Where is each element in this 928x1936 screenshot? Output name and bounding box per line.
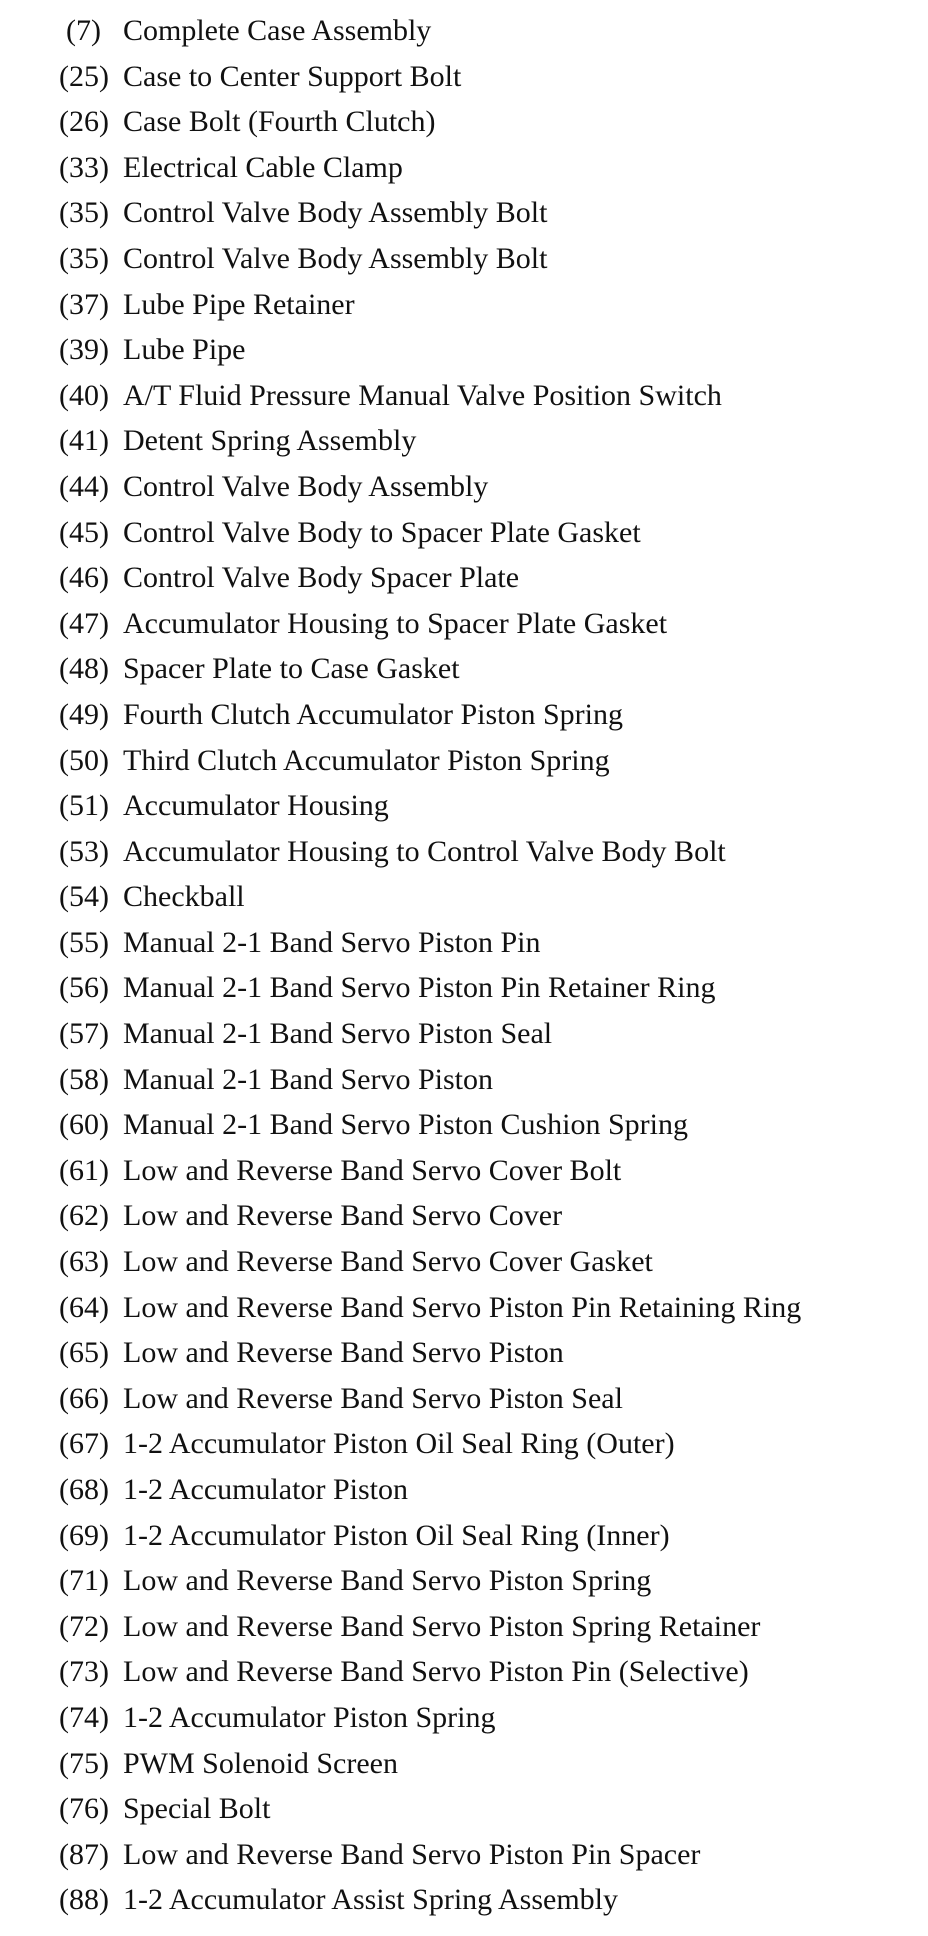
part-number: (71): [59, 1564, 109, 1598]
part-name: Control Valve Body to Spacer Plate Gasket: [123, 515, 641, 549]
part-name: Control Valve Body Assembly: [123, 469, 489, 503]
part-number: (67): [59, 1427, 109, 1461]
part-name: Low and Reverse Band Servo Cover Gasket: [123, 1245, 653, 1279]
list-item: [0, 99, 928, 145]
part-name: Low and Reverse Band Servo Cover: [123, 1199, 563, 1233]
parts-list: [0, 8, 928, 1923]
part-name: A/T Fluid Pressure Manual Valve Position Switch: [123, 378, 722, 412]
part-name: Case to Center Support Bolt: [123, 59, 462, 93]
part-number: (74): [59, 1700, 109, 1734]
list-item: [0, 1786, 928, 1832]
part-name: PWM Solenoid Screen: [123, 1746, 398, 1780]
part-name: 1-2 Accumulator Piston Oil Seal Ring (Outer): [123, 1427, 675, 1461]
part-number: (41): [59, 424, 109, 458]
list-item: [0, 236, 928, 282]
part-number: (51): [59, 789, 109, 823]
list-item: [0, 8, 928, 54]
list-item: [0, 920, 928, 966]
part-number: (76): [59, 1792, 109, 1826]
list-item: [0, 464, 928, 510]
part-number: (69): [59, 1518, 109, 1552]
list-item: [0, 1604, 928, 1650]
part-number: (75): [59, 1746, 109, 1780]
part-name: Lube Pipe: [123, 333, 246, 367]
part-name: Manual 2-1 Band Servo Piston Seal: [123, 1017, 553, 1051]
list-item: [0, 282, 928, 328]
list-item: [0, 1193, 928, 1239]
part-name: Control Valve Body Assembly Bolt: [123, 241, 548, 275]
part-name: Low and Reverse Band Servo Piston Pin (Selective): [123, 1655, 749, 1689]
part-name: Special Bolt: [123, 1792, 271, 1826]
part-number: (37): [59, 287, 109, 321]
part-number: (35): [59, 196, 109, 230]
list-item: [0, 1695, 928, 1741]
part-number: (47): [59, 606, 109, 640]
list-item: [0, 1513, 928, 1559]
list-item: [0, 1741, 928, 1787]
part-name: Control Valve Body Spacer Plate: [123, 561, 520, 595]
part-number: (54): [59, 880, 109, 914]
part-name: Manual 2-1 Band Servo Piston Pin: [123, 925, 541, 959]
part-name: Low and Reverse Band Servo Piston Spring Retainer: [123, 1609, 761, 1643]
part-name: Manual 2-1 Band Servo Piston: [123, 1062, 493, 1096]
part-number: (73): [59, 1655, 109, 1689]
part-number: (46): [59, 561, 109, 595]
part-number: (53): [59, 834, 109, 868]
part-number: (35): [59, 241, 109, 275]
list-item: [0, 601, 928, 647]
part-name: 1-2 Accumulator Piston Oil Seal Ring (Inner): [123, 1518, 670, 1552]
part-name: Manual 2-1 Band Servo Piston Pin Retainer Ring: [123, 971, 716, 1005]
list-item: [0, 1330, 928, 1376]
part-name: Checkball: [123, 880, 245, 914]
list-item: [0, 1877, 928, 1923]
part-number: (66): [59, 1381, 109, 1415]
list-item: [0, 646, 928, 692]
part-number: (7): [66, 14, 101, 47]
part-number: (49): [59, 697, 109, 731]
list-item: [0, 1376, 928, 1422]
part-number: (55): [59, 925, 109, 959]
part-number: (62): [59, 1199, 109, 1233]
part-name: Accumulator Housing: [123, 789, 389, 823]
list-item: [0, 1057, 928, 1103]
list-item: [0, 418, 928, 464]
part-name: Electrical Cable Clamp: [123, 150, 403, 184]
part-number: (87): [59, 1837, 109, 1871]
part-name: Accumulator Housing to Control Valve Body Bolt: [123, 834, 726, 868]
part-name: Detent Spring Assembly: [123, 424, 417, 458]
part-number: (33): [59, 150, 109, 184]
list-item: [0, 1467, 928, 1513]
part-number: (57): [59, 1017, 109, 1051]
part-name: Manual 2-1 Band Servo Piston Cushion Spring: [123, 1108, 689, 1142]
list-item: [0, 965, 928, 1011]
part-number: (65): [59, 1336, 109, 1370]
part-name: Low and Reverse Band Servo Piston Seal: [123, 1381, 623, 1415]
list-item: [0, 874, 928, 920]
part-name: Third Clutch Accumulator Piston Spring: [123, 743, 610, 777]
list-item: [0, 1239, 928, 1285]
list-item: [0, 1102, 928, 1148]
list-item: [0, 145, 928, 191]
list-item: [0, 1558, 928, 1604]
part-number: (25): [59, 59, 109, 93]
part-number: (72): [59, 1609, 109, 1643]
part-name: Control Valve Body Assembly Bolt: [123, 196, 548, 230]
part-number: (64): [59, 1290, 109, 1324]
list-item: [0, 373, 928, 419]
list-item: [0, 510, 928, 556]
list-item: [0, 54, 928, 100]
part-number: (40): [59, 378, 109, 412]
part-name: Complete Case Assembly: [123, 14, 432, 47]
part-name: 1-2 Accumulator Piston: [123, 1473, 408, 1506]
part-number: (39): [59, 333, 109, 367]
list-item: [0, 1148, 928, 1194]
part-number: (60): [59, 1108, 109, 1142]
part-number: (50): [59, 743, 109, 777]
part-number: (26): [59, 105, 109, 139]
part-number: (44): [59, 469, 109, 503]
list-item: [0, 1011, 928, 1057]
part-name: Low and Reverse Band Servo Piston Spring: [123, 1564, 652, 1598]
list-item: [0, 1832, 928, 1878]
list-item: [0, 190, 928, 236]
list-item: [0, 692, 928, 738]
part-name: Low and Reverse Band Servo Piston: [123, 1336, 564, 1370]
part-number: (88): [59, 1883, 109, 1917]
part-name: Fourth Clutch Accumulator Piston Spring: [123, 697, 623, 731]
part-name: Case Bolt (Fourth Clutch): [123, 105, 436, 139]
part-number: (56): [59, 971, 109, 1005]
part-name: Spacer Plate to Case Gasket: [123, 652, 460, 686]
part-number: (58): [59, 1062, 109, 1096]
part-number: (61): [59, 1153, 109, 1187]
part-name: Lube Pipe Retainer: [123, 287, 355, 321]
part-number: (48): [59, 652, 109, 686]
list-item: [0, 1285, 928, 1331]
part-name: Low and Reverse Band Servo Cover Bolt: [123, 1153, 622, 1187]
list-item: [0, 829, 928, 875]
list-item: [0, 783, 928, 829]
part-name: Accumulator Housing to Spacer Plate Gasket: [123, 606, 668, 640]
part-name: Low and Reverse Band Servo Piston Pin Spacer: [123, 1837, 701, 1871]
list-item: [0, 555, 928, 601]
part-number: (45): [59, 515, 109, 549]
list-item: [0, 327, 928, 373]
list-item: [0, 1421, 928, 1467]
part-name: 1-2 Accumulator Assist Spring Assembly: [123, 1883, 618, 1917]
part-name: Low and Reverse Band Servo Piston Pin Retaining Ring: [123, 1290, 802, 1324]
part-number: (63): [59, 1245, 109, 1279]
list-item: [0, 1649, 928, 1695]
list-item: [0, 738, 928, 784]
part-name: 1-2 Accumulator Piston Spring: [123, 1700, 496, 1734]
part-number: (68): [59, 1473, 109, 1506]
